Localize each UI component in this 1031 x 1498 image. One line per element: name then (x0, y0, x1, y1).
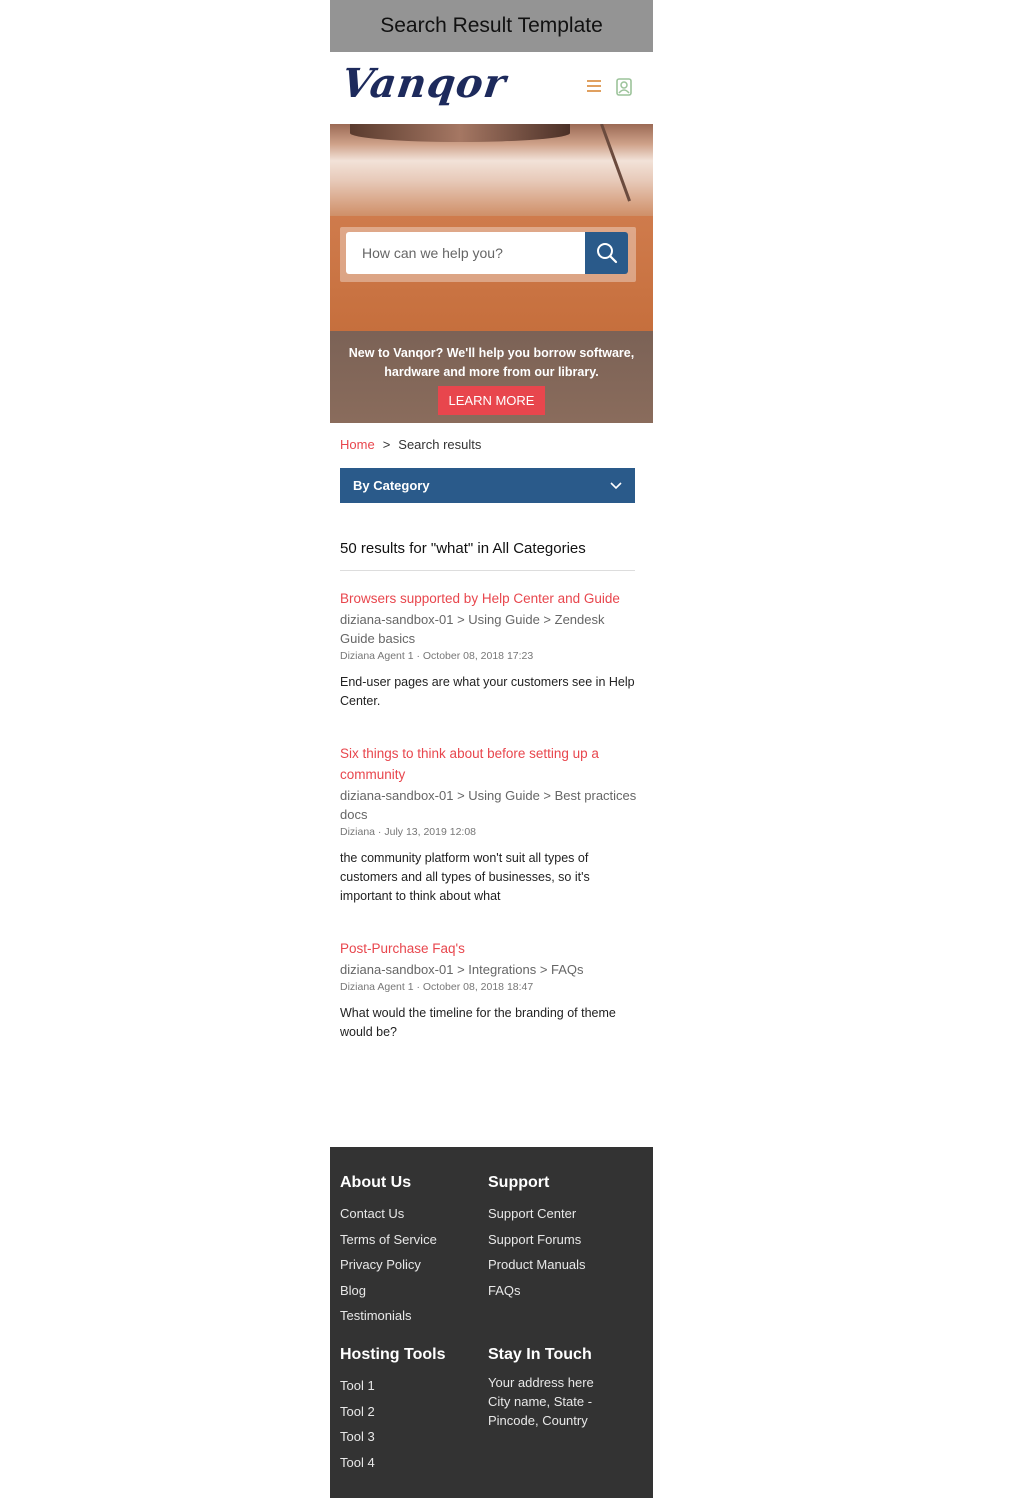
breadcrumb (340, 437, 481, 452)
footer-link-privacy-policy[interactable]: Privacy Policy (340, 1257, 421, 1272)
footer-about-column (340, 1174, 490, 1329)
category-dropdown[interactable] (340, 468, 635, 503)
vanqor-logo[interactable]: Vanqor (338, 60, 510, 107)
site-footer (330, 1147, 653, 1498)
footer-touch-heading: Stay In Touch (488, 1346, 592, 1363)
hero-banner (330, 124, 653, 331)
result-snippet: End-user pages are what your customers see in Help Center. (340, 675, 635, 708)
footer-link-blog[interactable]: Blog (340, 1282, 367, 1298)
promo-section (330, 331, 653, 423)
search-result (340, 938, 638, 1042)
footer-link-contact-us[interactable]: Contact Us (340, 1206, 405, 1221)
footer-link-tool-2[interactable]: Tool 2 (340, 1403, 375, 1419)
site-header (330, 52, 653, 124)
breadcrumb-separator: > (382, 437, 391, 452)
search-button[interactable] (585, 232, 628, 274)
footer-link-tool-3[interactable]: Tool 3 (340, 1429, 375, 1444)
search-box (340, 227, 636, 282)
result-meta: Diziana · July 13, 2019 12:08 (340, 826, 477, 838)
footer-link-support-forums[interactable]: Support Forums (488, 1231, 582, 1247)
footer-link-terms-of-service[interactable]: Terms of Service (340, 1231, 437, 1247)
search-result (340, 588, 638, 711)
template-title: Search Result Template (380, 14, 603, 37)
result-snippet: the community platform won't suit all types of customers and all types of businesses, so it's important to think about what (340, 851, 590, 903)
footer-support-column (488, 1174, 638, 1303)
results-summary: 50 results for "what" in All Categories (340, 540, 635, 571)
footer-link-support-center[interactable]: Support Center (488, 1206, 577, 1221)
footer-link-faqs[interactable]: FAQs (488, 1282, 521, 1298)
hero-bowl (350, 124, 570, 142)
footer-link-product-manuals[interactable]: Product Manuals (488, 1257, 586, 1272)
footer-link-tool-1[interactable]: Tool 1 (340, 1378, 375, 1393)
category-dropdown-label: By Category (353, 478, 430, 493)
footer-address: Your address here City name, State - Pincode, Country (488, 1375, 594, 1428)
search-icon (596, 242, 618, 264)
promo-text: New to Vanqor? We'll help you borrow software, hardware and more from our library. (348, 346, 635, 379)
result-title-link[interactable]: Post-Purchase Faq's (340, 941, 465, 956)
page-frame (330, 0, 653, 1498)
result-title-link[interactable]: Six things to think about before setting up a community (340, 746, 599, 782)
footer-tools-column (340, 1346, 490, 1475)
hamburger-menu-icon[interactable] (587, 80, 601, 92)
chevron-down-icon (610, 482, 622, 490)
footer-touch-column (488, 1346, 608, 1430)
result-path: diziana-sandbox-01 > Integrations > FAQs (340, 962, 584, 977)
learn-more-button[interactable]: LEARN MORE (438, 386, 546, 415)
result-path: diziana-sandbox-01 > Using Guide > Zendesk Guide basics (340, 612, 605, 646)
search-result (340, 743, 638, 906)
result-meta: Diziana Agent 1 · October 08, 2018 17:23 (340, 650, 534, 662)
breadcrumb-current: Search results (398, 437, 482, 452)
footer-about-heading: About Us (340, 1174, 412, 1191)
footer-tools-heading: Hosting Tools (340, 1346, 446, 1363)
result-snippet: What would the timeline for the branding of theme would be? (340, 1006, 616, 1039)
result-title-link[interactable]: Browsers supported by Help Center and Guide (340, 591, 620, 606)
result-meta: Diziana Agent 1 · October 08, 2018 18:47 (340, 981, 534, 993)
user-profile-icon[interactable] (615, 78, 633, 96)
search-input[interactable] (346, 232, 586, 274)
breadcrumb-home-link[interactable]: Home (340, 437, 375, 452)
result-path: diziana-sandbox-01 > Using Guide > Best practices docs (340, 788, 637, 822)
template-banner (330, 0, 653, 52)
footer-link-testimonials[interactable]: Testimonials (340, 1308, 412, 1323)
footer-support-heading: Support (488, 1174, 550, 1191)
footer-link-tool-4[interactable]: Tool 4 (340, 1454, 375, 1470)
